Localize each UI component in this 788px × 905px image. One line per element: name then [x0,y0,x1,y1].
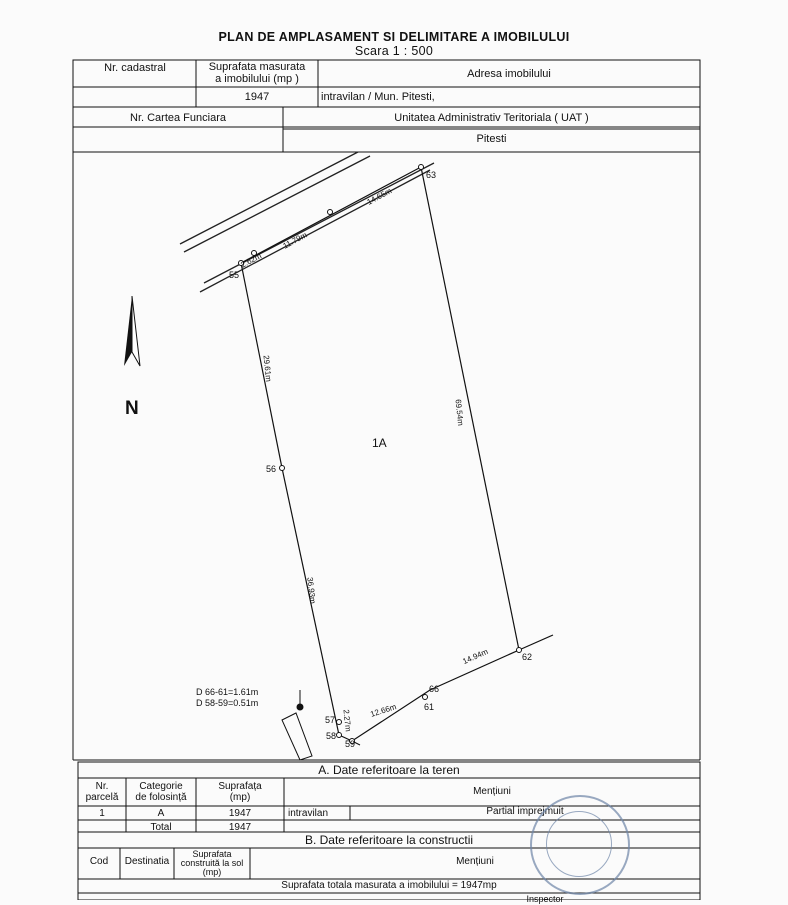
col-categorie-label: Categorie [139,781,183,792]
point-label: 62 [522,652,533,662]
north-label: N [125,398,139,419]
row-categorie: A [157,808,165,819]
distance-label: 14.65m [365,186,394,207]
col-suprafata-label: Suprafața [218,781,262,792]
distance-label: 12.66m [369,702,398,719]
suprafata-value: 1947 [244,91,270,103]
offset-label: D 58-59=0.51m [196,698,259,708]
row-mentiune: Partial imprejmuit [486,806,564,817]
scale-label: Scara 1 : 500 [354,44,434,58]
distance-label: 29.61m [261,354,274,383]
col-nr-label: Nr. [95,781,109,792]
point-label: 59 [345,739,356,749]
adresa-label: Adresa imobilului [467,68,551,80]
nr-cadastral-label: Nr. cadastral [104,62,166,74]
uat-value: Pitesti [476,133,507,145]
official-stamp [530,795,630,895]
offset-label: D 66-61=1.61m [196,687,259,697]
col-suprafata-label: (mp) [229,792,251,803]
carte-funciara-label: Nr. Cartea Funciara [130,112,226,124]
col-mentiuni-label: Mențiuni [473,786,511,797]
distance-label: 2.27m [341,708,353,733]
distance-label: 14.94m [461,646,490,667]
section-a-title: A. Date referitoare la teren [318,763,460,777]
col-nr-label: parcelă [85,792,119,803]
point-label: 63 [426,170,437,180]
road-lines [180,152,437,292]
col-categorie-label: de folosință [135,792,187,803]
col-destinatia-label: Destinatia [124,856,170,867]
suprafata-label-1: Suprafata masurata [208,61,306,73]
inspector-label: Inspector [526,894,564,904]
north-arrow-icon [124,296,140,366]
suprafata-label-2: a imobilului (mp ) [215,73,299,85]
col-suprafata-sol-label: (mp) [202,867,222,877]
col-suprafata-sol-label: Suprafata [192,849,232,859]
total-value: 1947 [228,822,252,833]
col-mentiuni-label: Mențiuni [456,856,494,867]
point-label: 57 [325,715,336,725]
row-nr: 1 [99,808,105,819]
col-cod-label: Cod [89,856,109,867]
adresa-value: intravilan / Mun. Pitesti, [321,91,435,103]
section-b-title: B. Date referitoare la constructii [304,833,474,847]
point-label: 66 [429,684,440,694]
row-suprafata: 1947 [228,808,252,819]
point-label: 58 [326,731,337,741]
distance-label: 36.93m [305,576,318,605]
col-suprafata-sol-label: construită la sol [180,858,244,868]
row-intravilan: intravilan [288,808,329,819]
point-label: 56 [266,464,277,474]
distance-label: 11.79m [281,230,309,251]
point-label: 61 [424,702,435,712]
total-surface-text: Suprafata totala masurata a imobilului = 1947mp [281,880,497,891]
distance-label: 2.62m [239,251,264,270]
parcel-label: 1A [372,436,387,450]
page-title: PLAN DE AMPLASAMENT SI DELIMITARE A IMOBILULUI [218,30,570,44]
total-label: Total [150,822,172,833]
distance-label: 69.54m [453,398,466,427]
uat-label: Unitatea Administrativ Teritoriala ( UAT ) [394,112,589,124]
boundary-marker-icon [282,690,312,760]
point-label: 55 [229,270,240,280]
